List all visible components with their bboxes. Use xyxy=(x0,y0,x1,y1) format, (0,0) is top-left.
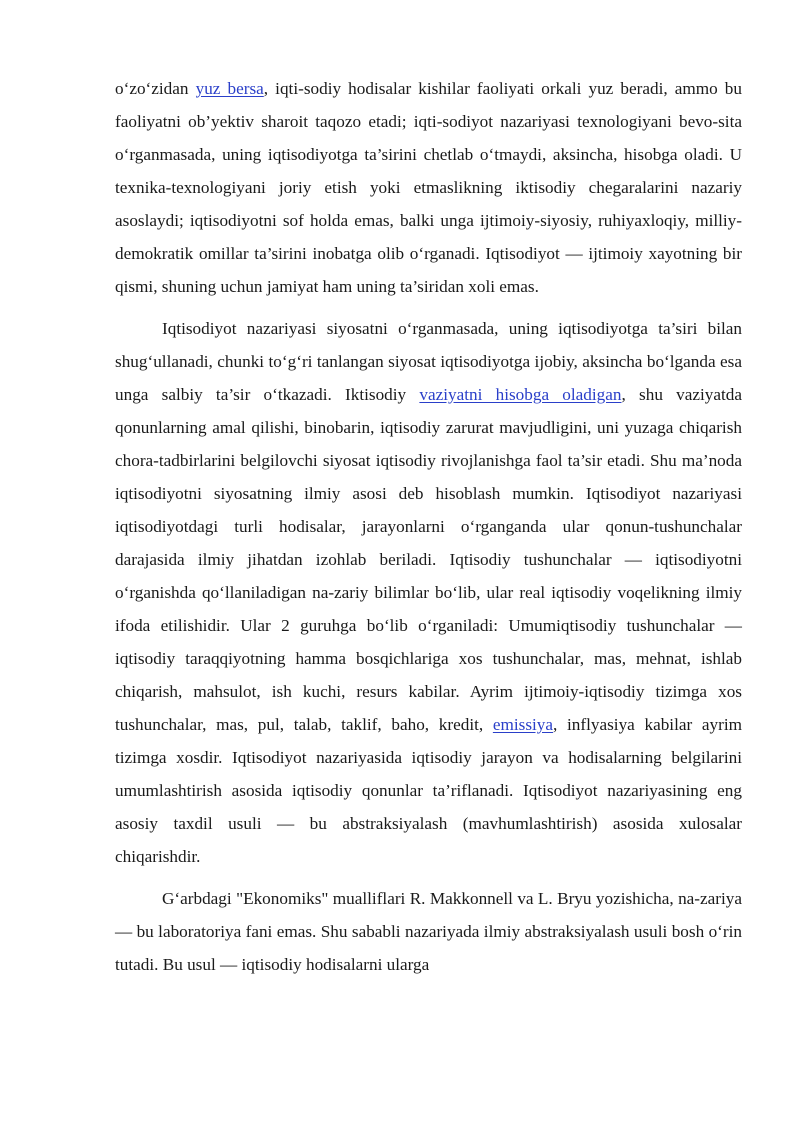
paragraph-1 xyxy=(115,72,742,303)
link-yuz-bersa[interactable]: yuz bersa xyxy=(195,79,264,98)
paragraph-text: o‘zo‘zidan xyxy=(115,79,196,98)
link-emissiya[interactable]: emissiya xyxy=(492,715,554,734)
paragraph-3 xyxy=(115,882,742,981)
paragraph-text: , inflyasiya kabilar ayrim tizimga xosdir. Iqtisodiyot nazariyasida iqtisodiy jarayon va hodisalarning belgilarini umumlashtirish asosida iqtisodiy qonunlar ta’riflanadi. Iqtisodiyot nazariyasining eng asosiy taxdil usuli — bu abstraksiyalash (mavhumlashtirish) asosida xulosalar chiqarishdir. xyxy=(115,715,742,866)
paragraph-text: , shu vaziyatda qonunlarning amal qilishi, binobarin, iqtisodiy zarurat mavjudligini, uni yuzaga chiqarish chora-tadbirlarini belgilovchi siyosat iqtisodiy rivojlanishga faol ta’sir etadi. Shu ma’noda iqtisodiyotni siyosatning ilmiy asosi deb hisoblash mumkin. Iqtisodiyot nazariyasi iqtisodiyotdagi turli hodisalar, jarayonlarni o‘rganganda ular qonun-tushunchalar darajasida ilmiy jihatdan izohlab beriladi. Iqtisodiy tushunchalar — iqtisodiyotni o‘rganishda qo‘llaniladigan na-zariy bilimlar bo‘lib, ular real iqtisodiy voqelikning ilmiy ifoda etilishidir. Ular 2 guruhga bo‘lib o‘rganiladi: Umumiqtisodiy tushunchalar — iqtisodiy taraqqiyotning hamma bosqichlariga xos tushunchalar, mas, mehnat, ishlab chiqarish, mahsulot, ish kuchi, resurs kabilar. Ayrim ijtimoiy-iqtisodiy tizimga xos tushunchalar, mas, pul, talab, taklif, baho, kredit, xyxy=(115,385,742,734)
paragraph-text: Iqtisodiyot nazariyasi siyosatni o‘rganmasada, uning iqtisodiyotga ta’siri bilan shug‘ullanadi, chunki to‘g‘ri tanlangan siyosat iqtisodiyotga ijobiy, aksincha bo‘lganda esa unga salbiy ta’sir o‘tkazadi. Iktisodiy xyxy=(115,319,742,404)
paragraph-text: , iqti-sodiy hodisalar kishilar faoliyati orkali yuz beradi, ammo bu faoliyatni ob’yektiv sharoit taqozo etadi; iqti-sodiyot nazariyasi texnologiyani bevo-sita o‘rganmasada, uning iqtisodiyotga ta’sirini chetlab o‘tmaydi, aksincha, hisobga oladi. U texnika-texnologiyani joriy etish yoki etmaslikning iktisodiy chegaralarini nazariy asoslaydi; iqtisodiyotni sof holda emas, balki unga ijtimoiy-siyosiy, ruhiyaxloqiy, milliy-demokratik omillar ta’sirini inobatga olib o‘rganadi. Iqtisodiyot — ijtimoiy xayotning bir qismi, shuning uchun jamiyat ham uning ta’siridan xoli emas. xyxy=(115,79,742,296)
document-page xyxy=(115,72,742,981)
link-vaziyatni-hisobga-oladigan[interactable]: vaziyatni hisobga oladigan xyxy=(419,385,622,404)
paragraph-text: G‘arbdagi "Ekonomiks" mualliflari R. Makkonnell va L. Bryu yozishicha, na-zariya — bu laboratoriya fani emas. Shu sababli nazariyada ilmiy abstraksiyalash usuli bosh o‘rin tutadi. Bu usul — iqtisodiy hodisalarni ularga xyxy=(115,889,742,974)
paragraph-2 xyxy=(115,312,742,873)
